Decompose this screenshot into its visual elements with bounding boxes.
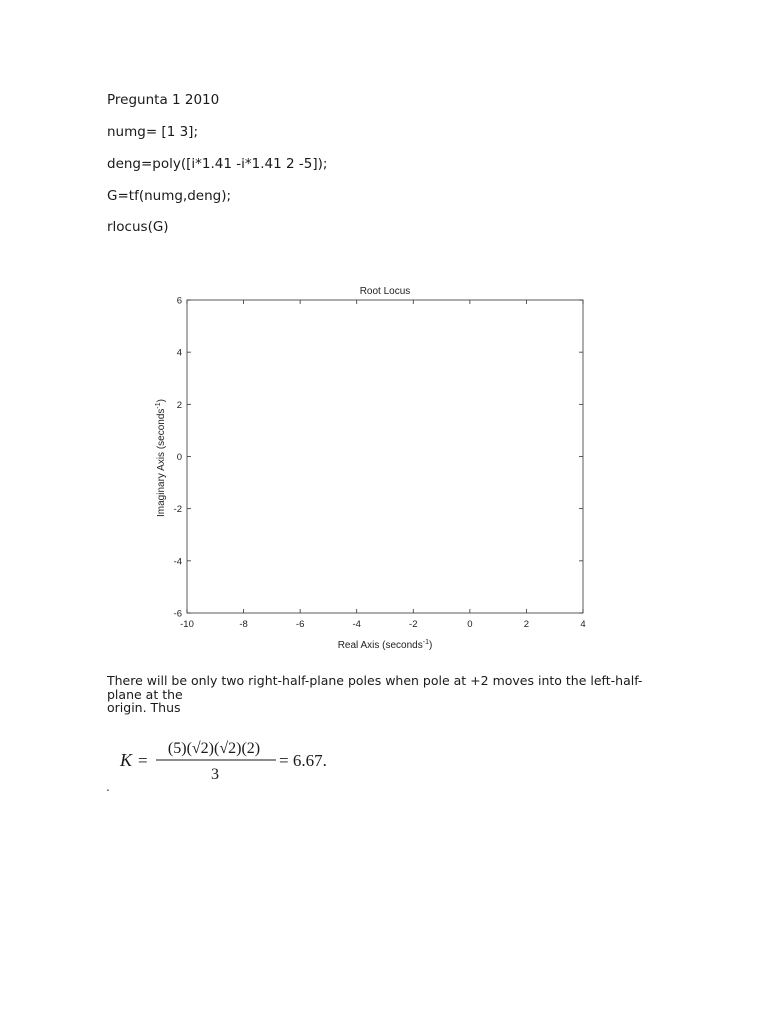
x-tick-label: -8 (239, 619, 248, 630)
y-tick-label: 6 (176, 295, 182, 307)
explanation-text: There will be only two right-half-plane poles when pole at +2 moves into the left-half-plane at the origin. Thus (107, 673, 643, 715)
y-tick-label: 2 (176, 399, 182, 411)
plot-area (187, 300, 583, 613)
code-line-rlocus: rlocus(G) (107, 219, 169, 235)
y-tick-label: -6 (173, 608, 182, 620)
formula-numerator: (5)(√2)(√2)(2) (167, 740, 261, 757)
code-line-numg: numg= [1 3]; (107, 124, 198, 140)
x-tick-label: 2 (523, 619, 530, 630)
explanation-paragraph (107, 674, 667, 715)
x-tick-label: -2 (409, 619, 418, 630)
x-tick-label: -10 (180, 619, 194, 630)
x-tick-label: -6 (295, 619, 305, 630)
x-tick-label: -4 (352, 619, 361, 630)
formula-lhs: K (120, 750, 133, 770)
x-axis-label-text: Real Axis (seconds (337, 640, 423, 651)
x-axis-label-sup: -1 (422, 639, 429, 646)
root-locus-chart (150, 278, 600, 658)
formula-equals: = (138, 751, 148, 770)
y-tick-label: -2 (173, 504, 182, 516)
formula-denominator: 3 (211, 766, 219, 783)
code-line-deng: deng=poly([i*1.41 -i*1.41 2 -5]); (107, 156, 328, 172)
trailing-mark: . (106, 780, 110, 794)
x-axis-label: Real Axis (seconds$^{-1}$) (337, 639, 433, 651)
x-tick-label: 4 (580, 619, 586, 630)
y-axis-label-sup: -1 (155, 402, 162, 409)
formula-result: = 6.67. (279, 751, 327, 770)
y-tick-label: -4 (173, 556, 182, 568)
code-line-tf: G=tf(numg,deng); (107, 188, 232, 204)
y-tick-label: 0 (176, 452, 182, 463)
chart-title: Root Locus (359, 286, 411, 297)
y-axis-label-text: Imaginary Axis (seconds (156, 408, 167, 517)
gain-formula (108, 728, 348, 788)
y-tick-label: 4 (176, 347, 182, 359)
y-axis-label: Imaginary Axis (seconds$^{-1}$) (155, 399, 167, 517)
document-heading: Pregunta 1 2010 (107, 92, 220, 108)
x-tick-label: 0 (467, 619, 473, 630)
